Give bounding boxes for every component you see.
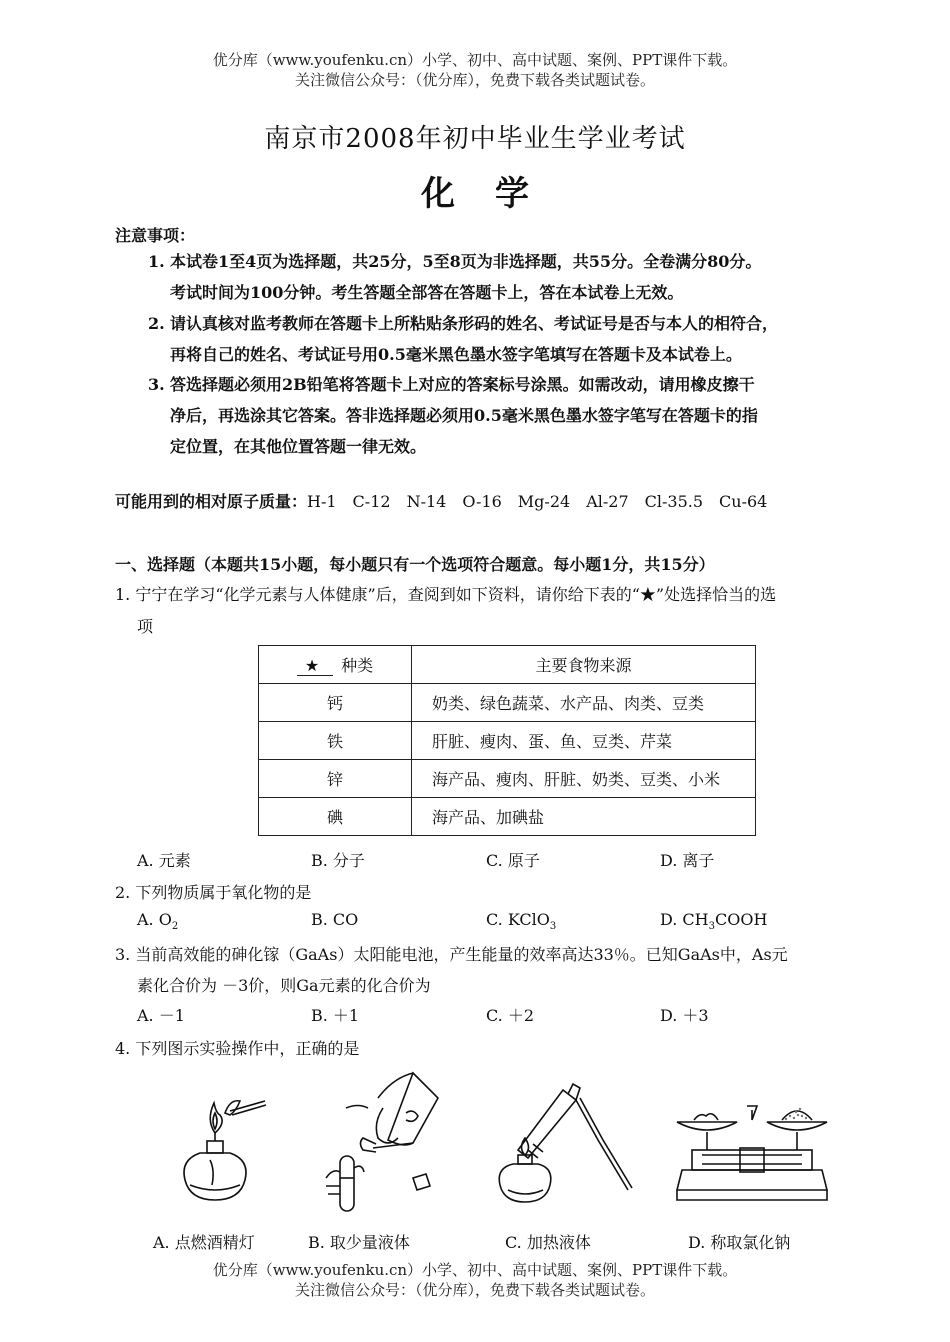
q1-stem-line-1: 1. 宁宁在学习“化学元素与人体健康”后，查阅到如下资料，请你给下表的“★”处选择恰当的选 — [115, 585, 777, 604]
q1-option-a: A. 元素 — [137, 851, 191, 870]
note-item-2 — [148, 308, 888, 370]
q4-stem: 4. 下列图示实验操作中，正确的是 — [115, 1039, 360, 1058]
table-row — [259, 684, 756, 722]
q2-c-text: C. KClO — [486, 910, 550, 929]
q2-a-text: A. O — [137, 910, 172, 929]
note-3-number: 3. — [148, 375, 165, 394]
figure-a-lighting-lamp — [170, 1085, 280, 1210]
note-3-line-1: 答选择题必须用2B铅笔将答题卡上对应的答案标号涂黑。如需改动，请用橡皮擦干 — [170, 375, 755, 394]
figure-c-heating-liquid — [488, 1080, 638, 1215]
notes-heading: 注意事项： — [115, 226, 196, 245]
table-cell-kind: 锌 — [259, 760, 412, 798]
q2-d-subscript: 3 — [708, 921, 715, 933]
atomic-mass-values: H-1 C-12 N-14 O-16 Mg-24 Al-27 Cl-35.5 Cu-64 — [307, 492, 768, 511]
table-cell-source: 海产品、加碘盐 — [412, 798, 756, 836]
q2-c-subscript: 3 — [549, 921, 557, 933]
table-row — [259, 722, 756, 760]
header-kind-label: 种类 — [341, 656, 374, 675]
table-header-kind — [259, 646, 412, 684]
table-cell-source: 奶类、绿色蔬菜、水产品、肉类、豆类 — [412, 684, 756, 722]
note-2-number: 2. — [148, 314, 165, 333]
figure-b-caption: B. 取少量液体 — [308, 1233, 410, 1252]
q2-option-b: B. CO — [311, 910, 359, 929]
footer-line-2: 关注微信公众号：（优分库），免费下载各类试题试卷。 — [294, 1281, 655, 1299]
q3-option-c: C. ＋2 — [486, 1006, 535, 1025]
q3-option-b: B. ＋1 — [311, 1006, 360, 1025]
table-cell-source: 海产品、瘦肉、肝脏、奶类、豆类、小米 — [412, 760, 756, 798]
note-2-line-2: 再将自己的姓名、考试证号用0.5毫米黑色墨水签字笔填写在答题卡及本试卷上。 — [170, 345, 742, 364]
header-line-1: 优分库（www.youfenku.cn）小学、初中、高中试题、案例、PPT课件下载。 — [212, 51, 738, 69]
table-row — [259, 760, 756, 798]
note-3-line-3: 定位置，在其他位置答题一律无效。 — [170, 437, 427, 456]
atomic-mass-line — [115, 489, 767, 512]
figure-b-pouring-liquid — [318, 1068, 458, 1218]
table-cell-kind: 铁 — [259, 722, 412, 760]
q3-stem-line-1: 3. 当前高效能的砷化镓（GaAs）太阳能电池，产生能量的效率高达33％。已知GaAs中，As元 — [115, 945, 788, 964]
note-item-1 — [148, 246, 888, 308]
figure-d-balance — [672, 1100, 832, 1210]
q3-stem-line-2: 素化合价为 －3价，则Ga元素的化合价为 — [137, 976, 431, 995]
exam-title: 南京市2008年初中毕业生学业考试 — [264, 124, 686, 154]
atomic-mass-label: 可能用到的相对原子质量： — [115, 492, 308, 511]
table-header-source: 主要食物来源 — [412, 646, 756, 684]
note-1-number: 1. — [148, 252, 165, 271]
note-3-line-2: 净后，再选涂其它答案。答非选择题必须用0.5毫米黑色墨水签字笔写在答题卡的指 — [170, 406, 758, 425]
table-cell-kind: 碘 — [259, 798, 412, 836]
note-1-line-2: 考试时间为100分钟。考生答题全部答在答题卡上，答在本试卷上无效。 — [170, 283, 684, 302]
q1-option-b: B. 分子 — [311, 851, 365, 870]
note-1-line-1: 本试卷1至4页为选择题，共25分，5至8页为非选择题，共55分。全卷满分80分。 — [170, 252, 762, 271]
q2-option-d — [660, 910, 767, 932]
q2-option-a — [137, 910, 178, 932]
q3-option-a: A. －1 — [137, 1006, 185, 1025]
note-2-line-1: 请认真核对监考教师在答题卡上所粘贴条形码的姓名、考试证号是否与本人的相符合， — [170, 314, 779, 333]
q2-stem: 2. 下列物质属于氧化物的是 — [115, 883, 312, 902]
footer-line-1: 优分库（www.youfenku.cn）小学、初中、高中试题、案例、PPT课件下载。 — [212, 1261, 738, 1279]
q2-option-c — [486, 910, 556, 932]
section-1-heading: 一、选择题（本题共15小题，每小题只有一个选项符合题意。每小题1分，共15分） — [115, 555, 715, 574]
q3-option-d: D. ＋3 — [660, 1006, 709, 1025]
q2-d-text: D. CH — [660, 910, 709, 929]
q2-d-text-post: COOH — [715, 910, 768, 929]
table-header-row — [259, 646, 756, 684]
table-row — [259, 798, 756, 836]
header-line-2: 关注微信公众号：（优分库），免费下载各类试题试卷。 — [294, 71, 655, 89]
q2-a-subscript: 2 — [171, 921, 179, 933]
figure-d-caption: D. 称取氯化钠 — [688, 1233, 791, 1252]
figure-c-caption: C. 加热液体 — [505, 1233, 591, 1252]
q1-option-c: C. 原子 — [486, 851, 540, 870]
q1-option-d: D. 离子 — [660, 851, 715, 870]
note-item-3 — [148, 369, 888, 462]
figure-a-caption: A. 点燃酒精灯 — [153, 1233, 255, 1252]
table-cell-kind: 钙 — [259, 684, 412, 722]
star-blank: ★ — [297, 656, 333, 676]
exam-subject: 化学 — [421, 174, 569, 214]
food-source-table — [258, 645, 756, 836]
q1-stem-line-2: 项 — [137, 617, 154, 636]
table-cell-source: 肝脏、瘦肉、蛋、鱼、豆类、芹菜 — [412, 722, 756, 760]
